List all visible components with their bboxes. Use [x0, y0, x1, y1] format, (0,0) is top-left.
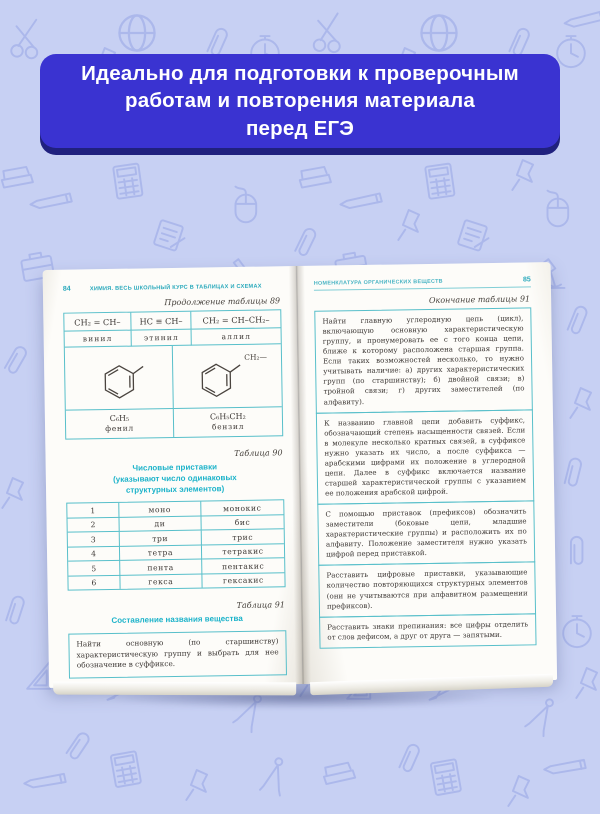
benzyl-formula: C₆H₅CH₂	[209, 411, 246, 422]
table91-rule-box: Расставить знаки препинания: все цифры отделить от слов дефисом, а друг от друга — запятыми.	[319, 613, 536, 649]
benzyl-name: бензил	[211, 422, 245, 432]
pattern-paperclip-icon	[556, 530, 600, 576]
table89-name-cell: винил	[65, 331, 132, 348]
table90-cell: пентакис	[202, 559, 284, 575]
pattern-globe-icon	[110, 6, 164, 60]
table91-rule-box: Расставить цифровые приставки, указывающие количество повторяющихся структурных элементов (они не учитываются при алфавитном размещении префиксов).	[318, 562, 536, 618]
table90-title-line: (указывают число одинаковых	[112, 472, 237, 484]
table90-cell: гекса	[120, 574, 202, 589]
table90-cell: тетракис	[202, 544, 284, 560]
pattern-stopwatch-icon	[554, 608, 600, 654]
table91-caption: Таблица 91	[236, 600, 285, 611]
table89-caption: Продолжение таблицы 89	[164, 296, 281, 308]
pattern-mouse-icon	[536, 186, 582, 232]
right-running-head	[314, 276, 531, 290]
table91-rule-box: С помощью приставок (префиксов) обозначить заместители (боковые цепи, младшие характеристические группы) и расположить их по алфавиту. Положение заместителя нужно указать цифрой перед приставкой.	[317, 500, 535, 566]
pattern-stapler-icon	[315, 745, 367, 797]
table90-title-line: Числовые приставки	[132, 462, 218, 473]
table90-title	[66, 461, 284, 497]
table90-cell: бис	[201, 515, 283, 531]
promo-banner-line-3: перед ЕГЭ	[245, 116, 355, 140]
open-book	[43, 262, 558, 708]
pattern-stapler-icon	[290, 148, 343, 201]
table90-cell: 5	[68, 561, 120, 576]
table90-cell: монокис	[201, 501, 283, 517]
pattern-pushpin-icon	[176, 762, 222, 808]
book-bottom-page-edge-left	[53, 682, 296, 696]
pattern-pushpin-icon	[560, 380, 600, 426]
table90-cell: 4	[68, 547, 120, 562]
promo-banner-line-2: работам и повторения материала	[125, 89, 475, 113]
pattern-calculator-icon	[100, 742, 153, 795]
benzyl-structure-cell	[173, 344, 282, 409]
promo-banner	[40, 54, 560, 148]
table89-formula-cell: HC ≡ CH–	[131, 312, 192, 331]
phenyl-structure-cell	[65, 346, 174, 411]
phenyl-name: фенил	[105, 423, 135, 434]
table90-cell: 6	[68, 576, 120, 590]
left-running-head	[63, 282, 281, 292]
table-90	[66, 500, 285, 591]
table89-name-cell: этинил	[132, 330, 193, 347]
pattern-paperclip-icon	[0, 332, 48, 395]
table91-rule-box: Найти главную углеродную цепь (цикл), включающую основную характеристическую группу, и пронумеровать ее с того конца цепи, ближе к которому расположена старшая группа. Если таких возможностей несколько, то нужно учитывать наличие: а) других характеристических групп (по старшинству); б) двойной связи; в) тройной связи; г) других заместителей (по алфавиту).	[314, 307, 533, 413]
table91-first-rule: Найти основную (по старшинству) характеристическую группу и выбрать для нее обозначение в суффиксе.	[68, 630, 287, 678]
pattern-compass-icon	[247, 747, 304, 804]
phenyl-formula: C₆H₅	[109, 413, 130, 423]
left-page-number: 84	[62, 285, 71, 293]
table90-cell: гексакис	[222, 575, 264, 586]
pattern-pushpin-icon	[388, 202, 434, 248]
pattern-notepad-icon	[142, 206, 200, 264]
pattern-calculator-icon	[415, 155, 467, 207]
table90-cell: 1	[67, 503, 119, 518]
benzyl-substituent-label: CH₂—	[244, 352, 268, 362]
pattern-calculator-icon	[103, 155, 155, 207]
pattern-pushpin-icon	[0, 470, 38, 516]
table90-cell: трис	[202, 530, 284, 546]
table91-title: Составление названия вещества	[111, 614, 243, 626]
table89-formula-cell: CH₂ = CH–CH₂–	[192, 310, 281, 329]
table90-title-line: структурных элементов)	[125, 483, 225, 495]
phenyl-structure-drawing	[78, 350, 159, 405]
pattern-globe-icon	[412, 6, 466, 60]
pattern-notepad-icon	[446, 206, 504, 264]
pattern-paperclip-icon	[547, 447, 600, 503]
table90-cell: 2	[67, 518, 119, 533]
table91-end-caption: Окончание таблицы 91	[428, 294, 531, 305]
table90-cell: три	[120, 531, 202, 547]
right-page-number: 85	[522, 276, 531, 284]
table90-cell: 3	[68, 532, 120, 547]
pattern-calculator-icon	[420, 750, 473, 803]
right-running-head-title: НОМЕНКЛАТУРА ОРГАНИЧЕСКИХ ВЕЩЕСТВ	[313, 278, 443, 287]
book-page-right	[297, 262, 558, 684]
promo-banner-line-1: Идеально для подготовки к проверочным	[81, 62, 519, 86]
benzyl-label-cell	[174, 407, 282, 437]
pattern-paperclip-icon	[549, 293, 600, 353]
table90-cell: моно	[119, 502, 201, 518]
pattern-paperclip-icon	[0, 584, 46, 642]
pattern-mouse-icon	[224, 182, 270, 228]
left-running-head-title: ХИМИЯ. ВЕСЬ ШКОЛЬНЫЙ КУРС В ТАБЛИЦАХ И СХЕМАХ	[89, 283, 262, 293]
table90-cell: тетра	[120, 545, 202, 561]
table90-cell: ди	[119, 516, 201, 532]
phenyl-label-cell	[66, 409, 174, 439]
table89-formula-cell: CH₂ = CH–	[64, 313, 131, 332]
pattern-pushpin-icon	[498, 768, 544, 814]
book-page-left	[43, 266, 304, 688]
table91-rule-box: К названию главной цепи добавить суффикс, обозначающий степень насыщенности связей. Если в молекуле несколько кратных связей, в суффиксе нужно указать их число, а после суффикса — арабскими цифрами их положение в углеродной цепи. Далее в суффикс включается название старшей характеристической группы с указанием ее положения арабской цифрой.	[316, 409, 534, 505]
table-89	[63, 309, 283, 439]
table90-caption: Таблица 90	[234, 448, 283, 459]
table89-name-cell: аллил	[192, 328, 281, 345]
table90-cell: пента	[120, 560, 202, 576]
pattern-scissors-icon	[301, 3, 357, 59]
